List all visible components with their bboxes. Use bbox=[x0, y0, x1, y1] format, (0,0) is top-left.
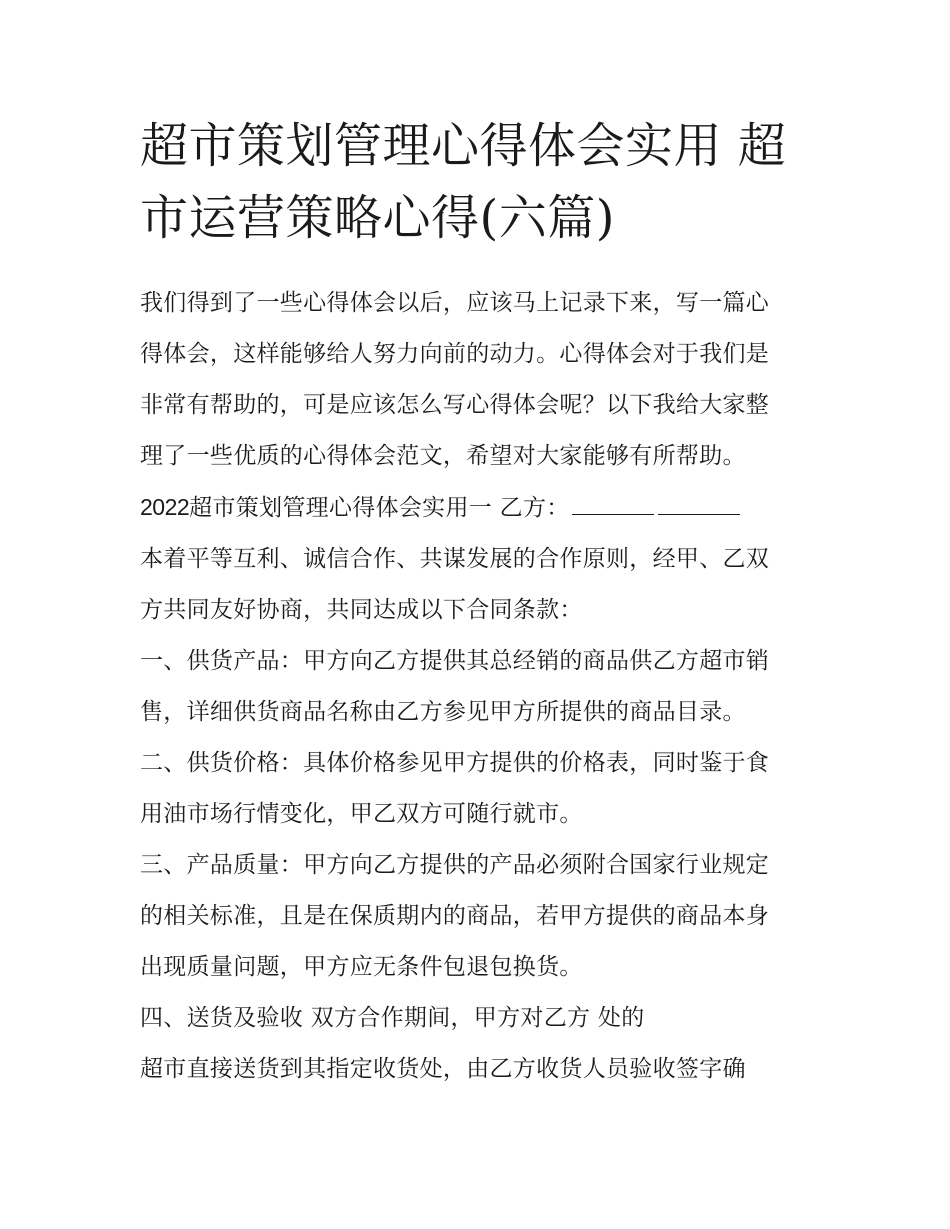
body-line: 超市直接送货到其指定收货处，由乙方收货人员验收签字确 bbox=[140, 1056, 746, 1082]
body-line: 用油市场行情变化，甲乙双方可随行就市。 bbox=[140, 801, 583, 827]
blank-underline bbox=[658, 492, 740, 515]
intro-line: 我们得到了一些心得体会以后，应该马上记录下来，写一篇心 bbox=[140, 290, 770, 316]
body-line: 方共同友好协商，共同达成以下合同条款： bbox=[140, 597, 583, 623]
intro-line: 得体会，这样能够给人努力向前的动力。心得体会对于我们是 bbox=[140, 341, 770, 367]
intro-line: 非常有帮助的，可是应该怎么写心得体会呢？以下我给大家整 bbox=[140, 392, 770, 418]
section-heading-text: 超市策划管理心得体会实用一 乙方： bbox=[189, 495, 570, 521]
document-page bbox=[140, 110, 820, 1095]
body-line: 的相关标准，且是在保质期内的商品，若甲方提供的商品本身 bbox=[140, 903, 770, 929]
section-heading-line bbox=[140, 482, 820, 534]
section-year: 2022 bbox=[140, 494, 190, 520]
section-heading bbox=[140, 482, 820, 534]
body-line: 一、供货产品：甲方向乙方提供其总经销的商品供乙方超市销 bbox=[140, 648, 770, 674]
body-line: 出现质量问题，甲方应无条件包退包换货。 bbox=[140, 954, 583, 980]
intro-paragraph bbox=[140, 278, 820, 482]
blank-underline bbox=[572, 492, 654, 515]
intro-line: 理了一些优质的心得体会范文，希望对大家能够有所帮助。 bbox=[140, 443, 746, 469]
document-title bbox=[140, 110, 820, 254]
body-line: 二、供货价格：具体价格参见甲方提供的价格表，同时鉴于食 bbox=[140, 750, 770, 776]
body-line: 三、产品质量：甲方向乙方提供的产品必须附合国家行业规定 bbox=[140, 852, 770, 878]
contract-body bbox=[140, 534, 820, 1095]
body-line: 售，详细供货商品名称由乙方参见甲方所提供的商品目录。 bbox=[140, 699, 746, 725]
body-line: 四、送货及验收 双方合作期间，甲方对乙方 处的 bbox=[140, 1005, 645, 1031]
title-line-2: 市运营策略心得(六篇) bbox=[140, 190, 615, 246]
body-line: 本着平等互利、诚信合作、共谋发展的合作原则，经甲、乙双 bbox=[140, 546, 770, 572]
title-line-1: 超市策划管理心得体会实用 超 bbox=[140, 118, 787, 174]
